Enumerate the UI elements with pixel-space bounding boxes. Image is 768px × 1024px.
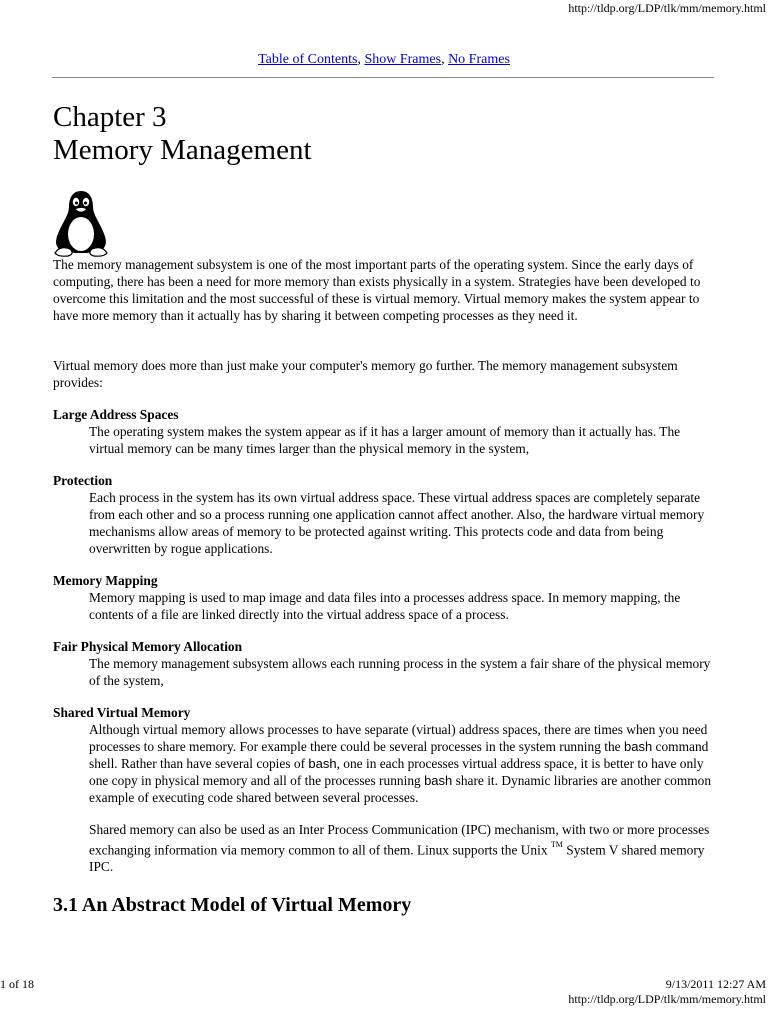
page-counter: 1 of 18 [0, 977, 34, 991]
text-run: Shared memory can also be used as an Inter Process Communication (IPC) mechanism, with two or more processes exchanging information via memory common to all of them. Linux supports the Unix [89, 822, 710, 858]
footer-url: http://tldp.org/LDP/tlk/mm/memory.html [568, 992, 766, 1006]
term-large-address-spaces: Large Address Spaces [53, 407, 179, 422]
definition-shared-virtual-memory [89, 721, 715, 806]
shared-memory-ipc-paragraph [89, 821, 715, 875]
term-protection: Protection [53, 473, 113, 488]
term-fair-physical-memory-allocation: Fair Physical Memory Allocation [53, 639, 243, 654]
chapter-title [53, 101, 312, 167]
definition-memory-mapping: Memory mapping is used to map image and data files into a processes address space. In memory mapping, the contents of a file are linked directly into the virtual address space of a process. [89, 590, 681, 622]
no-frames-link[interactable]: No Frames [448, 52, 510, 67]
definition-protection: Each process in the system has its own virtual address space. These virtual address spaces are completely separate from each other and so a process running one application cannot affect another. Also, the hardware virtual memory mechanisms allow areas of memory to be protected against writing. This protects code and data from being overwritten by rogue applications. [89, 490, 705, 556]
text-run: share it. Dynamic libraries are another common example of executing code shared between several processes. [89, 773, 712, 805]
code-bash: bash [623, 739, 653, 754]
text-run: command shell. Rather than have several copies of [89, 739, 709, 771]
text-run: System V shared memory IPC. [89, 842, 705, 875]
text-run: Although virtual memory allows processes to have separate (virtual) address spaces, there are times when you need processes to share memory. For example there could be several processes in the system running the [89, 722, 708, 754]
footer-info [568, 977, 766, 1007]
nav-separator: , [357, 52, 365, 67]
header-url: http://tldp.org/LDP/tlk/mm/memory.html [568, 1, 766, 15]
definition-large-address-spaces: The operating system makes the system appear as if it has a larger amount of memory than it actually has. The virtual memory can be many times larger than the physical memory in the system, [89, 424, 681, 456]
intro-paragraph-2: Virtual memory does more than just make your computer's memory go further. The memory management subsystem provides: [53, 358, 678, 390]
chapter-number: Chapter 3 [53, 101, 167, 133]
nav-separator: , [441, 52, 449, 67]
chapter-name: Memory Management [53, 134, 312, 166]
term-memory-mapping: Memory Mapping [53, 573, 158, 588]
term-shared-virtual-memory: Shared Virtual Memory [53, 705, 191, 720]
definition-fair-physical-memory-allocation: The memory management subsystem allows each running process in the system a fair share of the physical memory of the system, [89, 656, 711, 688]
nav-bar [0, 52, 768, 68]
print-datetime: 9/13/2011 12:27 AM [665, 977, 766, 991]
horizontal-rule [52, 77, 714, 78]
show-frames-link[interactable]: Show Frames [364, 52, 442, 67]
code-bash: bash [424, 773, 453, 788]
text-run: , one in each processes virtual address space, it is better to have only one copy in physical memory and all of the processes running [89, 756, 704, 788]
toc-link[interactable]: Table of Contents [258, 52, 358, 67]
code-bash: bash [308, 756, 337, 771]
trademark-sup: TM [550, 840, 563, 849]
tux-penguin-icon [50, 187, 112, 257]
section-heading: 3.1 An Abstract Model of Virtual Memory [53, 894, 412, 916]
intro-paragraph: The memory management subsystem is one of the most important parts of the operating system. Since the early days of computing, there has been a need for more memory than exists physically in a system. Strategies have been developed to overcome this limitation and the most successful of these is virtual memory. Virtual memory makes the system appear to have more memory than it actually has by sharing it between competing processes as they need it. [53, 257, 701, 323]
